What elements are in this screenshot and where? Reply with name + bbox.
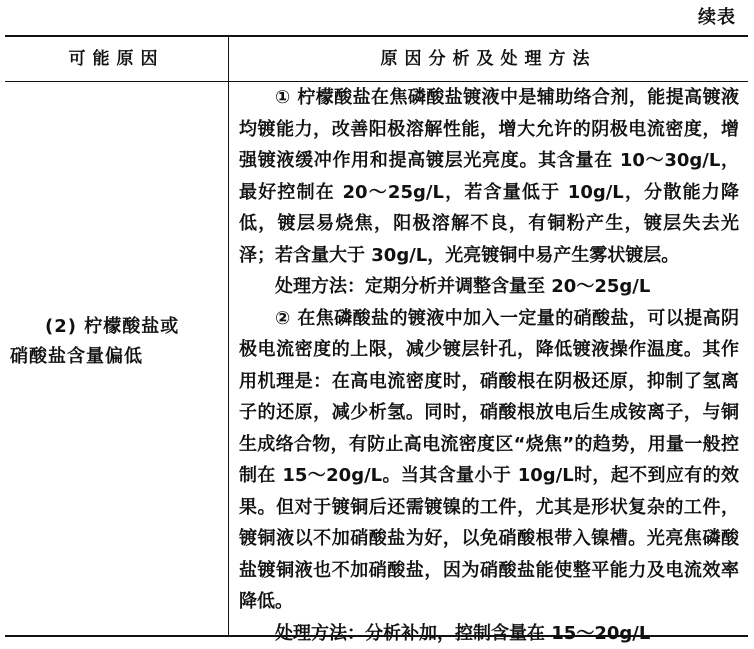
header-possible-cause: 可能原因 xyxy=(5,37,228,82)
column-divider xyxy=(228,37,229,635)
treatment-method-label: 处理方法： xyxy=(275,276,365,297)
table-header-row xyxy=(5,37,748,82)
treatment-method-nitrate xyxy=(239,618,739,649)
troubleshooting-table xyxy=(5,35,748,637)
header-analysis-method: 原因分析及处理方法 xyxy=(229,37,748,82)
treatment-method-citrate xyxy=(239,271,739,303)
treatment-method-text: 定期分析并调整含量至 20～25g/L xyxy=(365,276,650,297)
cause-line-1: (2) 柠檬酸盐或 xyxy=(5,312,228,342)
analysis-cell xyxy=(239,82,739,649)
continued-table-label: 续表 xyxy=(698,3,736,29)
cause-line-2: 硝酸盐含量偏低 xyxy=(5,342,228,372)
treatment-method-text: 分析补加，控制含量在 15～20g/L xyxy=(365,623,650,644)
cause-cell xyxy=(5,312,228,372)
analysis-paragraph-nitrate: ② 在焦磷酸盐的镀液中加入一定量的硝酸盐，可以提高阴极电流密度的上限，减少镀层针孔，降低镀液操作温度。其作用机理是：在高电流密度时，硝酸根在阴极还原，抑制了氢离子的还原，减少析氢。同时，硝酸根放电后生成铵离子，与铜生成络合物，有防止高电流密度区“烧焦”的趋势，用量一般控制在 15～20g/L。当其含量小于 10g/L时，起不到应有的效果。但对于镀铜后还需镀镍的工件，尤其是形状复杂的工件，镀铜液以不加硝酸盐为好，以免硝酸根带入镍槽。光亮焦磷酸盐镀铜液也不加硝酸盐，因为硝酸盐能使整平能力及电流效率降低。 xyxy=(239,303,739,618)
treatment-method-label: 处理方法： xyxy=(275,623,365,644)
analysis-paragraph-citrate: ① 柠檬酸盐在焦磷酸盐镀液中是辅助络合剂，能提高镀液均镀能力，改善阳极溶解性能，增大允许的阴极电流密度，增强镀液缓冲作用和提高镀层光亮度。其含量在 10～30g/L，最好控制在 20～25g/L，若含量低于 10g/L，分散能力降低，镀层易烧焦，阳极溶解不良，有铜粉产生，镀层失去光泽；若含量大于 30g/L，光亮镀铜中易产生雾状镀层。 xyxy=(239,82,739,271)
